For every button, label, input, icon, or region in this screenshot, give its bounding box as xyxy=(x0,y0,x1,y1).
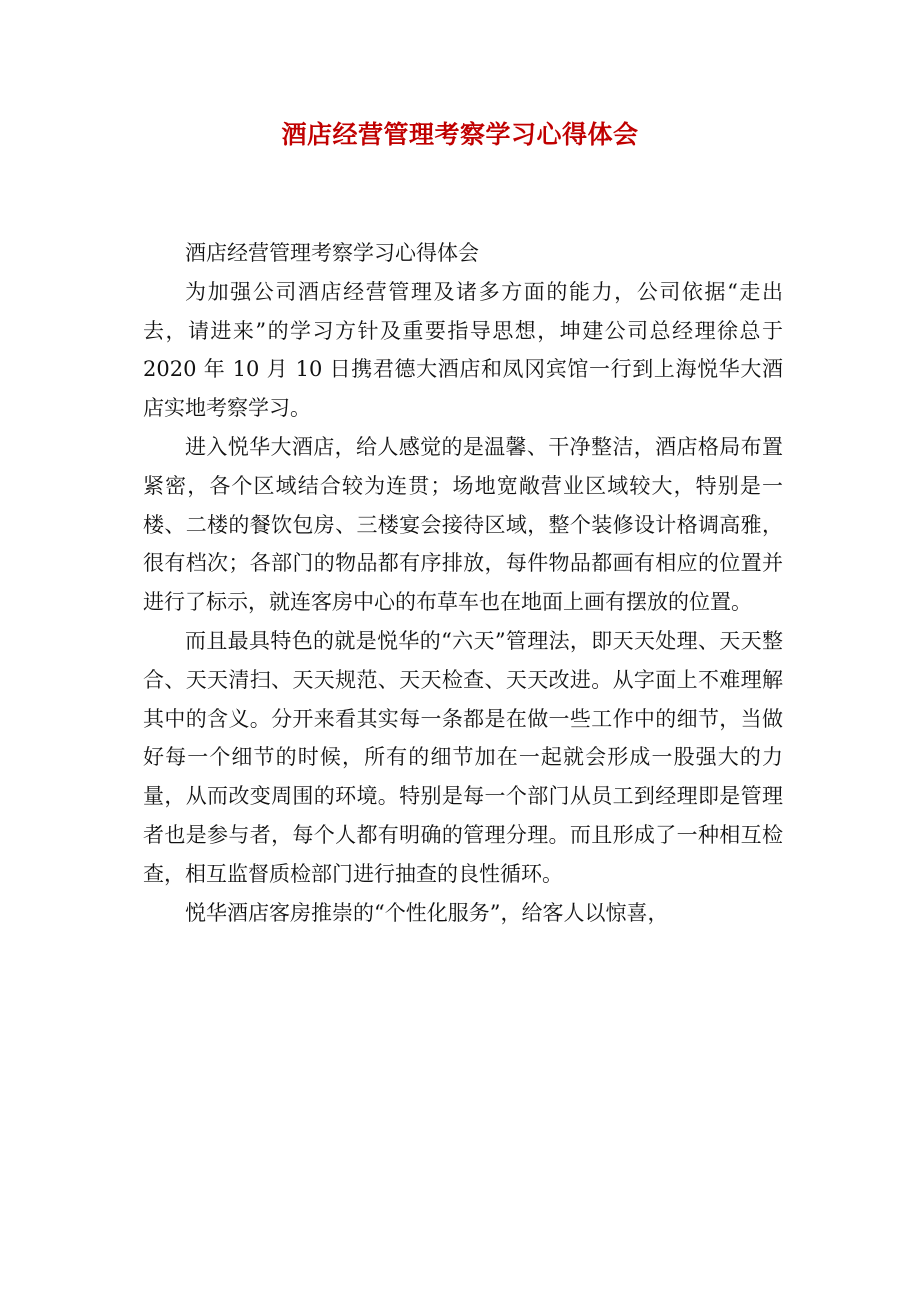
paragraph: 悦华酒店客房推崇的“个性化服务”，给客人以惊喜， xyxy=(185,900,669,925)
paragraph: 进入悦华大酒店，给人感觉的是温馨、干净整洁，酒店格局布置紧密，各个区域结合较为连贯；场地宽敞营业区域较大，特别是一楼、二楼的餐饮包房、三楼宴会接待区域，整个装修设计格调高雅，很有档次；各部门的物品都有序排放，每件物品都画有相应的位置并进行了标示，就连客房中心的布草车也在地面上画有摆放的位置。 xyxy=(143,434,783,615)
paragraph: 酒店经营管理考察学习心得体会 xyxy=(185,241,479,265)
document-body xyxy=(143,234,783,932)
document-title: 酒店经营管理考察学习心得体会 xyxy=(281,120,639,149)
paragraph: 而且最具特色的就是悦华的“六天”管理法，即天天处理、天天整合、天天清扫、天天规范、天天检查、天天改进。从字面上不难理解其中的含义。分开来看其实每一条都是在做一些工作中的细节，当做好每一个细节的时候，所有的细节加在一起就会形成一股强大的力量，从而改变周围的环境。特别是每一个部门从员工到经理即是管理者也是参与者，每个人都有明确的管理分理。而且形成了一种相互检查，相互监督质检部门进行抽查的良性循环。 xyxy=(143,628,783,886)
paragraph: 为加强公司酒店经营管理及诸多方面的能力，公司依据“走出去，请进来”的学习方针及重要指导思想，坤建公司总经理徐总于 2020 年 10 月 10 日携君德大酒店和凤冈宾馆一行到上海悦华大酒店实地考察学习。 xyxy=(143,279,783,421)
